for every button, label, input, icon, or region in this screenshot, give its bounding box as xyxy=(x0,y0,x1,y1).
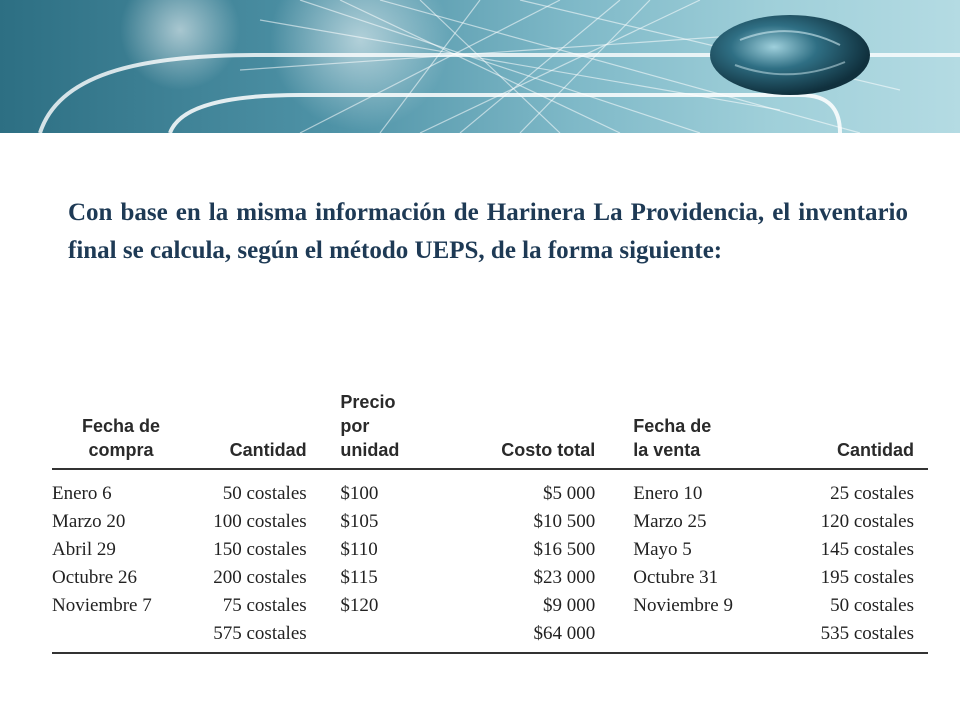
table-row xyxy=(52,469,928,508)
table-row xyxy=(52,536,928,564)
cell-cantidad-venta: 50 costales xyxy=(830,595,914,616)
cell-cantidad-compra: 200 costales xyxy=(213,567,307,588)
cell-precio: $120 xyxy=(340,595,379,616)
cell-fecha-venta: Noviembre 9 xyxy=(633,595,733,616)
cell-fecha-venta: Mayo 5 xyxy=(633,539,692,560)
header-precio-unidad: Precio por unidad xyxy=(307,384,435,469)
cell-cantidad-compra: 150 costales xyxy=(213,539,307,560)
cell-cantidad-compra: 100 costales xyxy=(213,511,307,532)
cell-precio: $105 xyxy=(340,511,379,532)
cell-fecha-compra: Enero 6 xyxy=(52,483,112,504)
header-costo-total: Costo total xyxy=(434,384,595,469)
cell-cantidad-venta: 145 costales xyxy=(820,539,914,560)
cell-total-costo: $64 000 xyxy=(533,623,596,644)
header-cantidad-venta: Cantidad xyxy=(795,384,928,469)
cell-cantidad-compra: 75 costales xyxy=(222,595,307,616)
header-cantidad-compra: Cantidad xyxy=(190,384,307,469)
cell-cantidad-venta: 25 costales xyxy=(830,483,914,504)
cell-costo-total: $23 000 xyxy=(533,567,596,588)
cell-total-empty xyxy=(52,620,190,653)
header-fecha-compra: Fecha de compra xyxy=(52,384,190,469)
intro-paragraph: Con base en la misma información de Harinera La Providencia, el inventario final se calcula, según el método UEPS, de la forma siguiente: xyxy=(68,199,908,264)
cell-fecha-compra: Abril 29 xyxy=(52,539,116,560)
cell-cantidad-venta: 120 costales xyxy=(820,511,914,532)
cell-cantidad-compra: 50 costales xyxy=(222,483,307,504)
table-row xyxy=(52,508,928,536)
header-banner xyxy=(0,0,960,133)
header-fecha-venta: Fecha de la venta xyxy=(595,384,795,469)
inventory-table-container xyxy=(52,384,928,654)
cell-fecha-venta: Enero 10 xyxy=(633,483,703,504)
cell-fecha-venta: Marzo 25 xyxy=(633,511,707,532)
cell-precio: $115 xyxy=(340,567,378,588)
cell-cantidad-venta: 195 costales xyxy=(820,567,914,588)
cell-fecha-venta: Octubre 31 xyxy=(633,567,719,588)
cell-total-empty xyxy=(595,620,795,653)
cell-precio: $100 xyxy=(340,483,379,504)
cell-precio: $110 xyxy=(340,539,378,560)
cell-costo-total: $9 000 xyxy=(542,595,596,616)
cell-total-cantidad-venta: 535 costales xyxy=(820,623,914,644)
table-row xyxy=(52,592,928,620)
cell-total-cantidad-compra: 575 costales xyxy=(213,623,307,644)
cell-fecha-compra: Marzo 20 xyxy=(52,511,126,532)
inventory-table xyxy=(52,384,928,654)
table-row xyxy=(52,564,928,592)
cell-costo-total: $16 500 xyxy=(533,539,596,560)
globe-icon xyxy=(710,15,870,95)
cell-costo-total: $10 500 xyxy=(533,511,596,532)
cell-total-empty xyxy=(307,620,435,653)
table-total-row xyxy=(52,620,928,653)
cell-fecha-compra: Octubre 26 xyxy=(52,567,137,588)
cell-fecha-compra: Noviembre 7 xyxy=(52,595,152,616)
table-header-row xyxy=(52,384,928,469)
banner-decoration-graphic xyxy=(0,0,960,133)
cell-costo-total: $5 000 xyxy=(542,483,596,504)
